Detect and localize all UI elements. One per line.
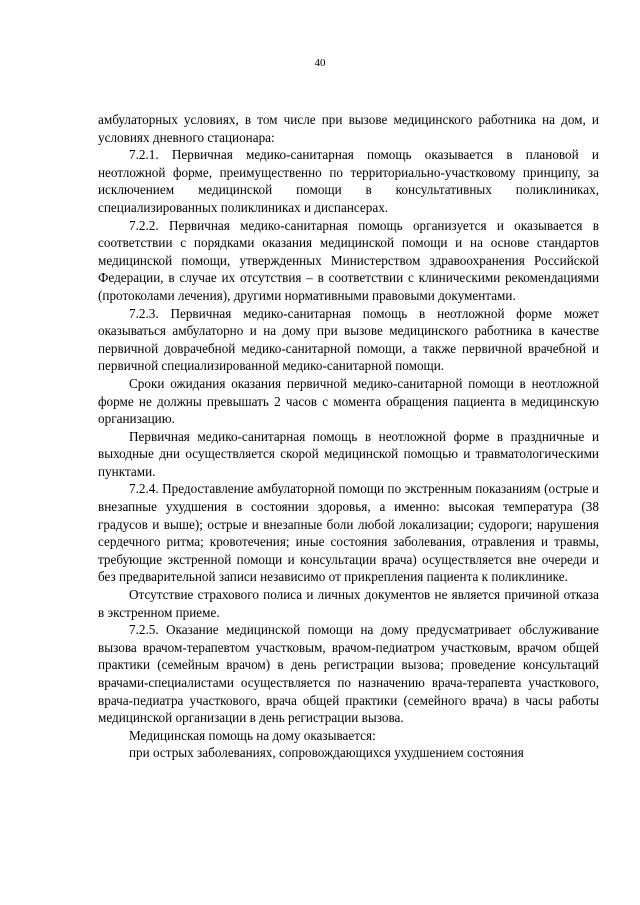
- paragraph-home-care-intro: Медицинская помощь на дому оказывается:: [129, 727, 376, 743]
- paragraph-waiting-time: Сроки ожидания оказания первичной медико-санитарной помощи в неотложной форме не должны превышать 2 часов с момента обращения пациента в медицинскую организацию.: [98, 375, 599, 427]
- paragraph-7-2-4: 7.2.4. Предоставление амбулаторной помощи по экстренным показаниям (острые и внезапные ухудшения в состоянии здоровья, а именно: высокая температура (38 градусов и выше); острые и внезапные боли любой локализации; судороги; нарушения сердечного ритма; кровотечения; иные состояния заболевания, отравления и травмы, требующие экстренной помощи и консультации врача) осуществляется вне очереди и без предварительной записи независимо от прикрепления пациента к поликлинике.: [98, 481, 599, 585]
- paragraph-acute-diseases: при острых заболеваниях, сопровождающихся ухудшением состояния: [129, 745, 524, 761]
- paragraph-7-2-1: 7.2.1. Первичная медико-санитарная помощь оказывается в плановой и неотложной форме, преимущественно по территориально-участковому принципу, за исключением медицинской помощи в консультативных поликлиниках, специализированных поликлиниках и диспансерах.: [98, 147, 599, 215]
- document-body: [98, 111, 599, 762]
- paragraph-7-2-2: 7.2.2. Первичная медико-санитарная помощь организуется и оказывается в соответствии с порядками оказания медицинской помощи и на основе стандартов медицинской помощи, утвержденных Министерством здравоохранения Российской Федерации, в случае их отсутствия – в соответствии с клиническими рекомендациями (протоколами лечения), другими нормативными правовыми документами.: [98, 217, 599, 303]
- paragraph-holidays: Первичная медико-санитарная помощь в неотложной форме в праздничные и выходные дни осуществляется скорой медицинской помощью и травматологическими пунктами.: [98, 428, 599, 479]
- paragraph-7-2-5: 7.2.5. Оказание медицинской помощи на дому предусматривает обслуживание вызова врачом-терапевтом участковым, врачом-педиатром участковым, врачом общей практики (семейным врачом) в день регистрации вызова; проведение консультаций врачами-специалистами осуществляется по назначению врача-терапевта участкового, врача-педиатра участкового, врача общей практики (семейного врача) в часы работы медицинской организации в день регистрации вызова.: [98, 622, 599, 726]
- paragraph-7-2-3: 7.2.3. Первичная медико-санитарная помощь в неотложной форме может оказываться амбулаторно и на дому при вызове медицинского работника в качестве первичной доврачебной медико-санитарной помощи, а также первичной врачебной и первичной специализированной медико-санитарной помощи.: [98, 305, 599, 374]
- paragraph-continuation: амбулаторных условиях, в том числе при вызове медицинского работника на дом, и условиях дневного стационара:: [98, 112, 599, 145]
- page-number: 40: [314, 57, 326, 69]
- paragraph-no-insurance: Отсутствие страхового полиса и личных документов не является причиной отказа в экстренном приеме.: [98, 587, 599, 620]
